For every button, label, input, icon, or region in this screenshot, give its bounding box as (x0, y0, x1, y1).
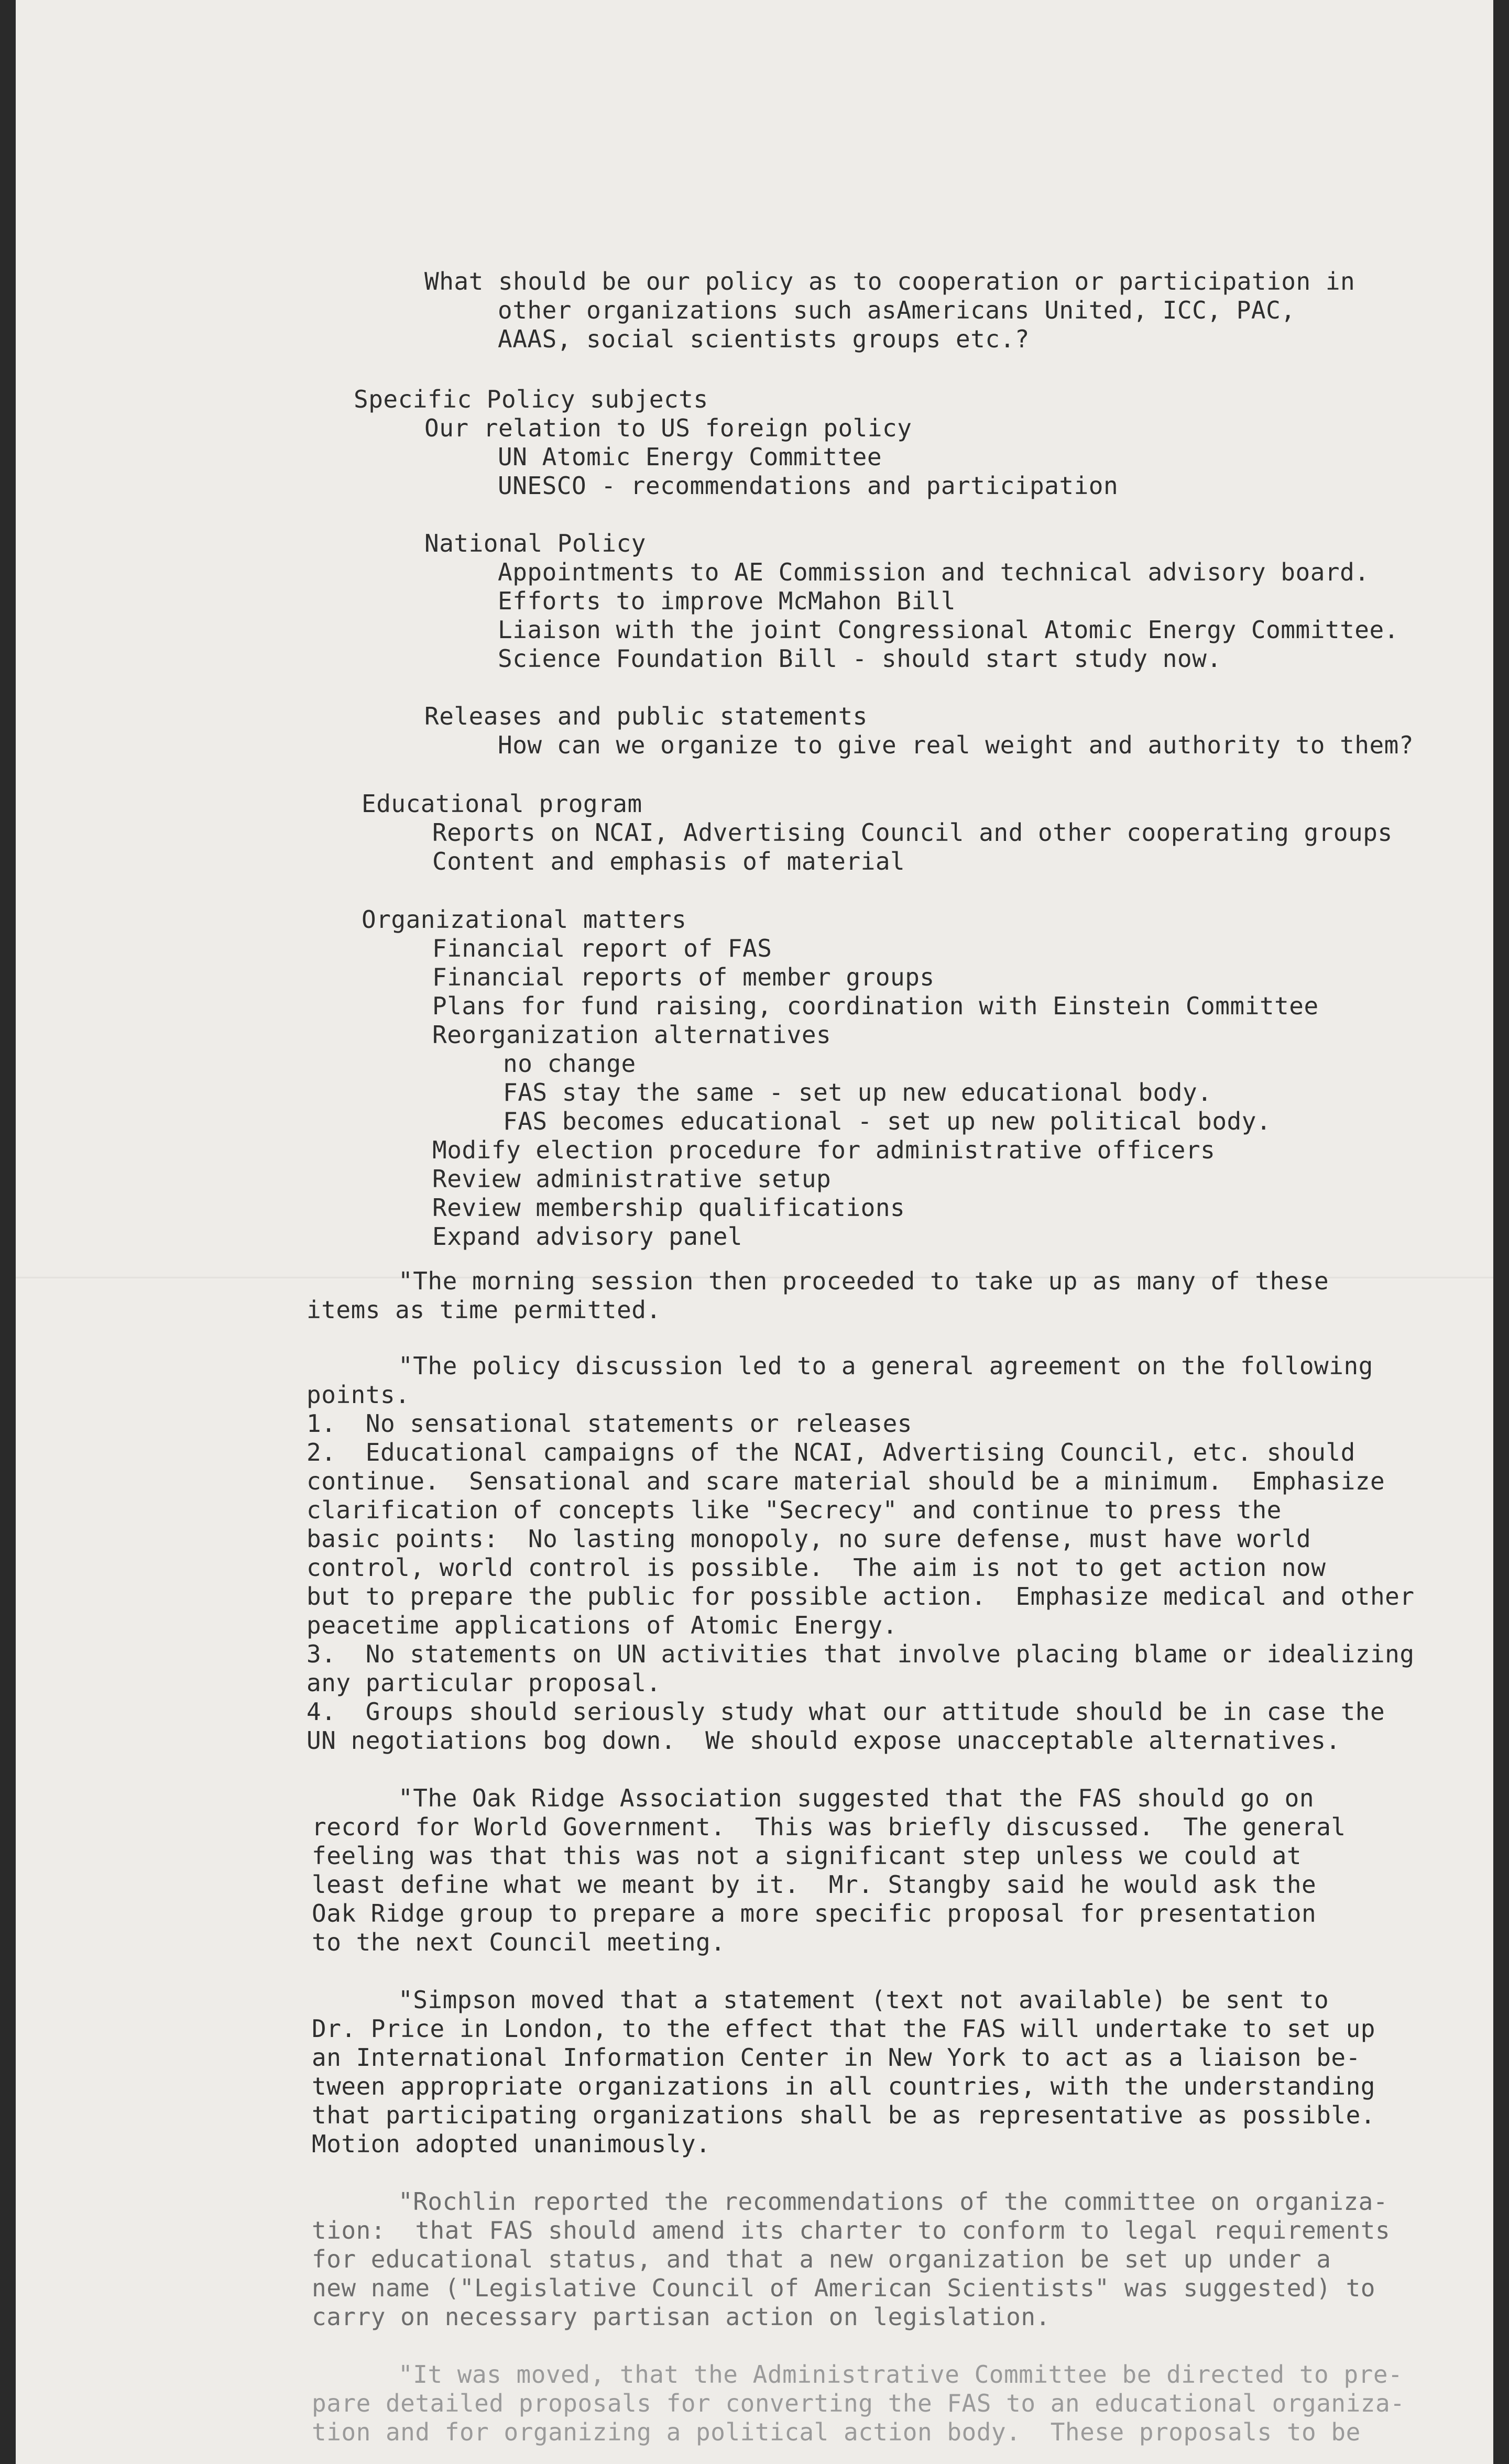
text-line: record for World Government. This was briefly discussed. The general (312, 1813, 1346, 1841)
text-line: FAS becomes educational - set up new political body. (503, 1107, 1272, 1135)
text-line: feeling was that this was not a significant step unless we could at (312, 1842, 1302, 1870)
text-line: items as time permitted. (307, 1296, 661, 1324)
text-line: pare detailed proposals for converting the FAS to an educational organiza- (312, 2389, 1405, 2417)
text-line: new name ("Legislative Council of American Scientists" was suggested) to (312, 2274, 1375, 2302)
text-line: carry on necessary partisan action on legislation. (312, 2303, 1051, 2331)
text-line: no change (503, 1049, 636, 1078)
text-line: "The Oak Ridge Association suggested that the FAS should go on (398, 1784, 1315, 1812)
text-line: How can we organize to give real weight and authority to them? (498, 731, 1414, 759)
text-line: AAAS, social scientists groups etc.? (498, 325, 1030, 353)
text-line: UN Atomic Energy Committee (498, 443, 882, 471)
text-line: "The morning session then proceeded to take up as many of these (398, 1267, 1329, 1295)
text-line: that participating organizations shall be as representative as possible. (312, 2101, 1375, 2129)
text-line: peacetime applications of Atomic Energy. (307, 1611, 898, 1639)
text-line: 4. Groups should seriously study what our attitude should be in case the (307, 1698, 1385, 1726)
text-line: for educational status, and that a new organization be set up under a (312, 2245, 1331, 2273)
text-line: National Policy (424, 529, 646, 557)
text-line: control, world control is possible. The aim is not to get action now (307, 1553, 1326, 1582)
text-line: Plans for fund raising, coordination with Einstein Committee (432, 992, 1319, 1020)
document-page (16, 0, 1493, 2464)
text-line: Liaison with the joint Congressional Atomic Energy Committee. (498, 616, 1399, 644)
text-line: Organizational matters (362, 905, 687, 934)
text-line: UNESCO - recommendations and participation (498, 472, 1119, 500)
text-line: Reorganization alternatives (432, 1021, 832, 1049)
text-line: Financial reports of member groups (432, 963, 935, 991)
text-line: to the next Council meeting. (312, 1928, 726, 1956)
text-line: tion: that FAS should amend its charter to conform to legal requirements (312, 2216, 1391, 2244)
text-line: UN negotiations bog down. We should expose unacceptable alternatives. (307, 1726, 1341, 1755)
text-line: Dr. Price in London, to the effect that the FAS will undertake to set up (312, 2014, 1375, 2043)
text-line: 3. No statements on UN activities that involve placing blame or idealizing (307, 1640, 1415, 1668)
text-line: continue. Sensational and scare material should be a minimum. Emphasize (307, 1467, 1385, 1495)
text-line: Content and emphasis of material (432, 847, 905, 875)
text-line: Releases and public statements (424, 702, 868, 730)
text-line: other organizations such asAmericans United, ICC, PAC, (498, 296, 1296, 324)
text-line: an International Information Center in New York to act as a liaison be- (312, 2043, 1361, 2072)
text-line: Review membership qualifications (432, 1193, 905, 1222)
text-line: Financial report of FAS (432, 934, 772, 962)
text-line: Oak Ridge group to prepare a more specific proposal for presentation (312, 1899, 1317, 1928)
text-line: least define what we meant by it. Mr. Stangby said he would ask the (312, 1870, 1317, 1899)
text-line: tween appropriate organizations in all countries, with the understanding (312, 2072, 1375, 2100)
text-line: Modify election procedure for administrative officers (432, 1136, 1216, 1164)
text-line: Review administrative setup (432, 1165, 832, 1193)
text-line: 2. Educational campaigns of the NCAI, Advertising Council, etc. should (307, 1438, 1355, 1466)
text-line: "The policy discussion led to a general agreement on the following (398, 1352, 1373, 1380)
text-line: Motion adopted unanimously. (312, 2130, 711, 2158)
text-line: but to prepare the public for possible action. Emphasize medical and other (307, 1582, 1415, 1611)
text-line: "Rochlin reported the recommendations of the committee on organiza- (398, 2187, 1388, 2216)
text-line: clarification of concepts like "Secrecy" and continue to press the (307, 1496, 1282, 1524)
text-line: FAS stay the same - set up new educational body. (503, 1078, 1212, 1107)
text-line: Educational program (362, 790, 642, 818)
text-line: Reports on NCAI, Advertising Council and other cooperating groups (432, 818, 1393, 847)
text-line: points. (307, 1381, 410, 1409)
text-line: tion and for organizing a political action body. These proposals to be (312, 2418, 1361, 2446)
text-line: What should be our policy as to cooperation or participation in (424, 267, 1355, 295)
text-line: 1. No sensational statements or releases (307, 1409, 912, 1438)
text-line: "Simpson moved that a statement (text not available) be sent to (398, 1986, 1329, 2014)
text-line: Science Foundation Bill - should start study now. (498, 644, 1222, 673)
text-line: any particular proposal. (307, 1669, 661, 1697)
text-line: Expand advisory panel (432, 1222, 743, 1251)
text-line: Appointments to AE Commission and technical advisory board. (498, 558, 1370, 586)
text-line: Our relation to US foreign policy (424, 414, 912, 442)
text-line: Specific Policy subjects (354, 385, 708, 413)
text-line: basic points: No lasting monopoly, no sure defense, must have world (307, 1525, 1311, 1553)
text-line: "It was moved, that the Administrative Committee be directed to pre- (398, 2360, 1403, 2389)
text-line: Efforts to improve McMahon Bill (498, 587, 956, 615)
